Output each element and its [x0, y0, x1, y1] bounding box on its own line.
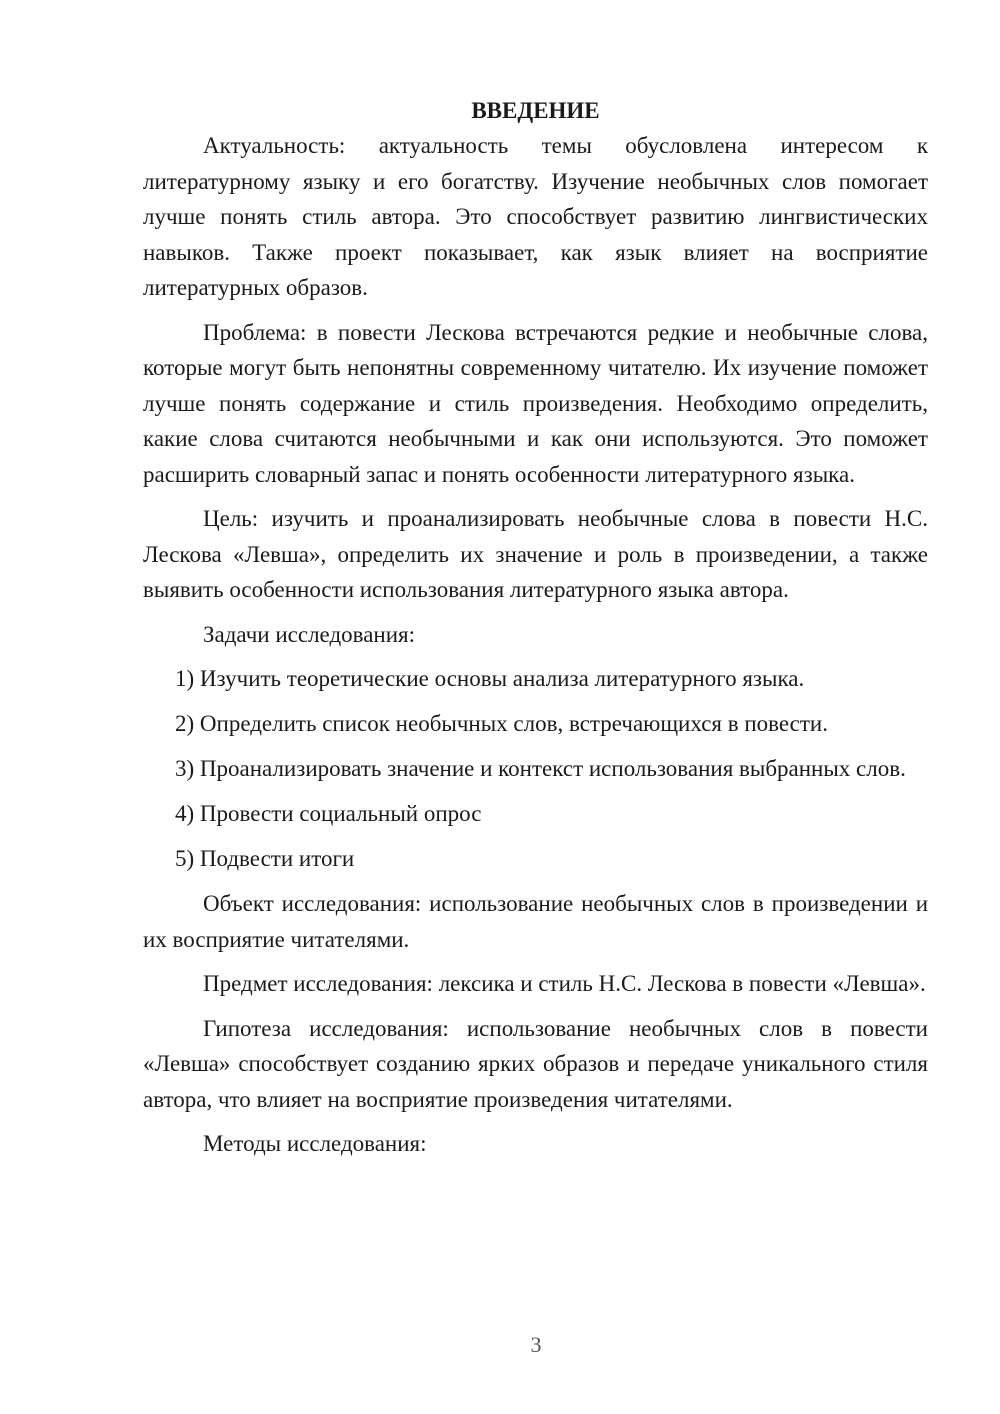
page-number: 3: [530, 1332, 542, 1357]
task-item-5: 5) Подвести итоги: [175, 846, 355, 871]
hypothesis-paragraph: Гипотеза исследования: использование необычных слов в повести «Левша» способствует созданию ярких образов и передаче уникального стиля автора, что влияет на восприятие произведения читателями.: [143, 1015, 928, 1112]
task-item-1: 1) Изучить теоретические основы анализа литературного языка.: [175, 666, 805, 691]
methods-title: Методы исследования:: [203, 1131, 427, 1156]
tasks-title: Задачи исследования:: [203, 621, 416, 647]
section-heading: ВВЕДЕНИЕ: [471, 98, 600, 123]
problem-paragraph: Проблема: в повести Лескова встречаются редкие и необычные слова, которые могут быть непонятны современному читателю. Их изучение поможет лучше понять содержание и стиль произведения. Необходимо определить, какие слова считаются необычными и как они используются. Это поможет расширить словарный запас и понять особенности литературного языка.: [143, 319, 928, 487]
task-item-2: 2) Определить список необычных слов, встречающихся в повести.: [175, 711, 828, 736]
task-item-3: 3) Проанализировать значение и контекст использования выбранных слов.: [175, 756, 906, 781]
task-item-4: 4) Провести социальный опрос: [175, 801, 482, 826]
relevance-paragraph: Актуальность: актуальность темы обусловлена интересом к литературному языку и его богатству. Изучение необычных слов помогает лучше понять стиль автора. Это способствует развитию лингвистических навыков. Также проект показывает, как язык влияет на восприятие литературных образов.: [143, 133, 928, 300]
object-paragraph: Объект исследования: использование необычных слов в произведении и их восприятие читателями.: [143, 891, 928, 952]
goal-paragraph: Цель: изучить и проанализировать необычные слова в повести Н.С. Лескова «Левша», определить их значение и роль в произведении, а также выявить особенности использования литературного языка автора.: [143, 506, 928, 602]
subject-paragraph: Предмет исследования: лексика и стиль Н.С. Лескова в повести «Левша».: [203, 971, 926, 996]
